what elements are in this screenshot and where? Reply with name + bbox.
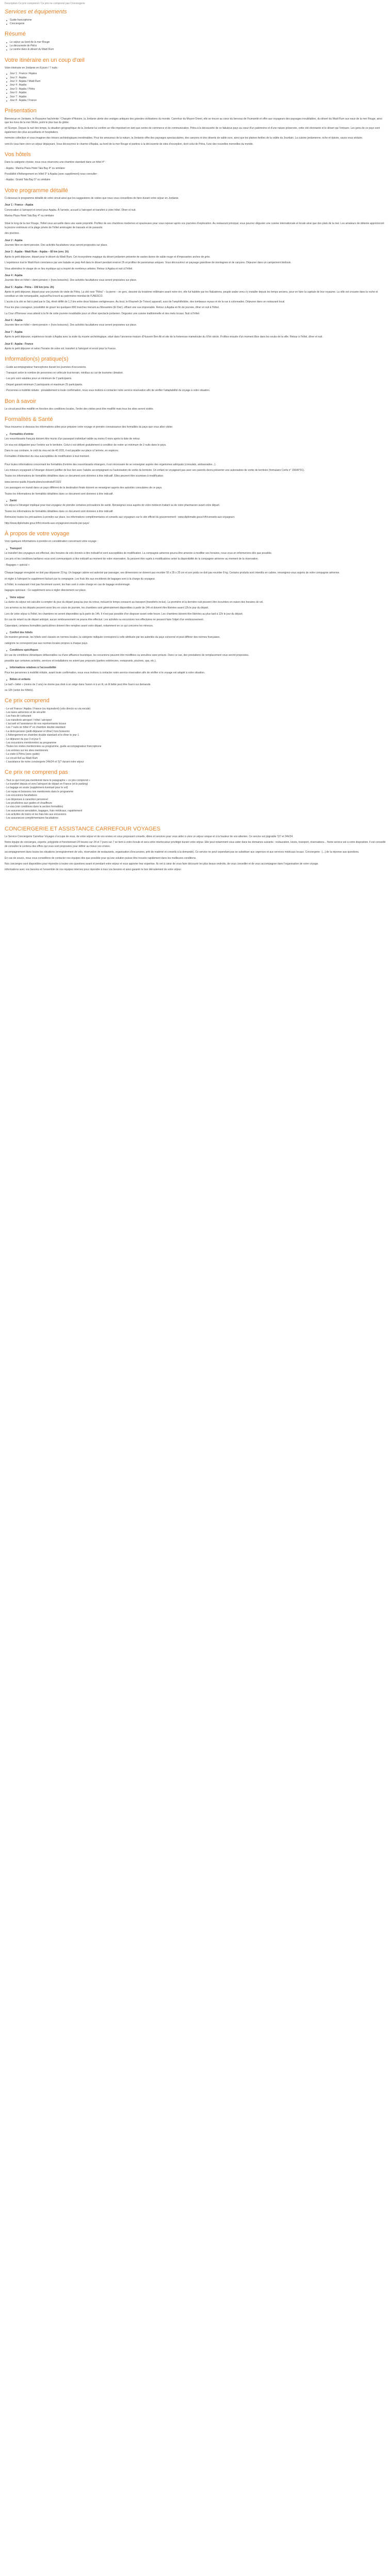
dash-marker: - bbox=[5, 786, 7, 790]
list-item-text: Le transfert depuis et vers l'aéroport de départ en France (et le parking) bbox=[6, 782, 88, 786]
list-item bbox=[5, 734, 386, 737]
paragraph: Les arrivées ou les départs peuvent avoir lieu en cours de journée, les chambres sont généralement disponibles à partir de 14h et doivent être libérées avant 12h le jour du départ. bbox=[5, 606, 209, 610]
dash-marker: - bbox=[5, 745, 6, 749]
day-paragraph: Situé le long de la mer Rouge, l'hôtel vous accueille dans une vaste propriété. Profitez de ses chambres modernes et spacieuses pour vous reposer après vos journées d'exploration. Au restaurant principal, vous pourrez déguster une cuisine internationale et locale ainsi que des plats de la mer. Les amateurs de détente apprécieront la piscine extérieure et la plage privée de l'hôtel aménagée de transats et de parasols. bbox=[5, 222, 384, 229]
programme-day bbox=[5, 220, 386, 235]
dash-marker: - bbox=[5, 734, 7, 737]
list-item bbox=[5, 817, 386, 820]
paragraph: Retrouvez toutes les précautions à prendre sur place, les informations complémentaires et conseils aux voyageurs sur le site officiel du gouvernement : www.diplomatie.gouv.fr/fr/conseils-aux-voyageurs bbox=[5, 516, 235, 519]
list-item: Jour 3 : Aqaba / Wadi Rum bbox=[5, 80, 386, 83]
block-heading-list bbox=[5, 649, 386, 652]
dash-marker: - bbox=[5, 741, 7, 745]
paragraph: Chaque bagage enregistré ne doit pas dépasser 23 kg. Un bagage cabine est autorisé par passager, ses dimensions ne doivent pas excéder 55 x 35 x 25 cm et son poids ne doit pas excéder 8 kg. Certains produits sont interdits en cabine, renseignez-vous auprès de votre compagnie aérienne. bbox=[5, 571, 340, 575]
presentation-body bbox=[5, 117, 386, 146]
paragraph: Lors de votre séjour à l'hôtel, les chambres ne seront disponibles qu'à partir de 14h. Il n'est pas possible d'en disposer avant cette heure. Les chambres doivent être libérées au plus tard à 12h le jour du départ. bbox=[5, 612, 243, 616]
day-paragraph: Journée libre en hôtel + demi-pension + (hors boissons). Des activités facultatives vous seront proposées sur place. bbox=[5, 279, 137, 282]
paragraph: Possibilité d'hébergement en hôtel 5* à Aqaba (avec supplément) nous consulter : bbox=[5, 172, 99, 176]
list-item bbox=[5, 726, 386, 730]
paragraph: - Aqaba : Grand Tala Bay 5* ou similaire bbox=[5, 178, 51, 182]
programme-day bbox=[5, 319, 386, 328]
dash-marker: - bbox=[5, 778, 6, 782]
hotels-body bbox=[5, 161, 386, 182]
paragraph: Un visa est obligatoire pour l'entrée sur le territoire. Celui-ci est délivré gratuitement à condition de rester un minimum de 2 nuits dans le pays. bbox=[5, 443, 167, 447]
programme-day bbox=[5, 331, 386, 340]
dash-marker: - bbox=[5, 710, 7, 714]
about-title: À propos de votre voyage bbox=[5, 530, 70, 537]
services-section bbox=[5, 9, 386, 26]
day-title: Jour 8 : Aqaba - France bbox=[5, 342, 34, 346]
paragraph: Les passagers en transit dans un pays différent de la destination finale doivent se renseigner auprès des autorités consulaires de ce pays. bbox=[5, 486, 162, 490]
paragraph: Pour les personnes à mobilité réduite, avant toute confirmation, nous vous invitons à contacter notre service réservation afin de vérifier si le voyage est adapté à votre situation. bbox=[5, 671, 205, 674]
itinerary-days bbox=[5, 72, 386, 103]
list-item bbox=[5, 779, 386, 783]
list-item-text: La demi-pension (petit-déjeuner et dîner) hors boissons bbox=[6, 730, 70, 733]
dash-marker: - bbox=[5, 805, 7, 809]
itinerary-title: Votre itinéraire en un coup d'œil bbox=[5, 57, 85, 63]
paragraph: - Personnes à mobilité réduite : préalablement à toute confirmation, nous vous invitons à contacter notre service réservation afin de vérifier l'adaptabilité du voyage à votre situation. bbox=[5, 389, 210, 393]
hotels-title: Vos hôtels bbox=[5, 151, 31, 158]
paragraph: informations avec vos besoins et l'ensemble de nos équipes internes pour répondre à tous vos besoins et ainsi garantir le bon déroulement de votre séjour. bbox=[5, 868, 182, 872]
list-item-text: Le vol France / Aqaba / France (ou équivalent) (vols directs ou via escale) bbox=[6, 707, 91, 710]
paragraph: Toutes les informations de formalités détaillées dans ce document sont données à titre indicatif. bbox=[5, 510, 113, 513]
list-item-text: Toutes les visites mentionnées au programme, guide accompagnateur francophone bbox=[6, 745, 102, 749]
paragraph: - Bagages + spécial + bbox=[5, 563, 30, 567]
about-intro: Voici quelques informations à prendre en considération concernant votre voyage : bbox=[5, 540, 98, 544]
list-item-text: Les excursions mentionnées au programme bbox=[6, 741, 57, 745]
about-section bbox=[5, 531, 386, 692]
price-includes-section bbox=[5, 698, 386, 764]
formalities-section bbox=[5, 416, 386, 526]
list-item bbox=[5, 798, 386, 802]
price-includes-list bbox=[5, 707, 386, 765]
list-item-text: Les excursions facultatives bbox=[6, 794, 37, 798]
paragraph: Dans la catégorie choisie, nous vous réservons une chambre standard dans un hôtel 4* : bbox=[5, 161, 106, 164]
dash-marker: - bbox=[5, 809, 7, 812]
day-title: Jour 1 : France - Aqaba bbox=[5, 204, 34, 207]
list-item-text: L'hébergement en chambre double standard et le dîner le jour 1 bbox=[6, 734, 79, 737]
paragraph: Les prix et les conditions tarifaires vous sont communiqués à titre indicatif au moment de votre réservation. Ils peuvent être sujets à modifications selon la disponibilité de la compagnie aérienne au moment de la réservation. bbox=[5, 557, 259, 561]
price-excludes-title: Ce prix ne comprend pas bbox=[5, 769, 68, 776]
paragraph: - Guide accompagnateur francophone durant les journées d'excursions. bbox=[5, 365, 87, 369]
price-excludes-section bbox=[5, 769, 386, 820]
list-item: Jour 4 : Aqaba bbox=[5, 83, 386, 87]
day-title: Jour 3 : Aqaba - Wadi Rum - Aqaba – 60 km (env. 1h) bbox=[5, 250, 69, 254]
dash-marker: - bbox=[5, 707, 7, 710]
programme-day bbox=[5, 250, 386, 271]
day-paragraph: Convocation à l'aéroport et envol pour Aqaba. À l'arrivée, accueil à l'aéroport et transfert à votre hôtel. Dîner et nuit. bbox=[5, 208, 136, 212]
list-item bbox=[5, 730, 386, 734]
paragraph: En cas de retard ou de départ anticipé, aucun remboursement ne pourra être effectué. Les activités ou excursions non effectuées ne peuvent faire l'objet d'un remboursement. bbox=[5, 618, 204, 622]
good-to-know-body bbox=[5, 408, 386, 411]
page bbox=[0, 0, 391, 878]
price-includes-title: Ce prix comprend bbox=[5, 698, 50, 704]
paragraph: Le tarif « bébé » (moins de 2 ans) ne donne pas droit à un siège dans l'avion ni à un lit, un lit bébé peut être fourni sur demande. bbox=[5, 683, 151, 686]
paragraph: à l'hôtel, le restaurant n'est pas forcément ouvert, les frais sont à votre charge en cas de bagage endommagé. bbox=[5, 583, 131, 586]
programme-days bbox=[5, 204, 386, 351]
day-paragraph: L'accès à la cité se fait à pied par le Siq, étroit défilé de 1,2 km entre deux falaises vertigineuses. Au bout, le Khazneh (le Trésor) apparaît, suivi de l'amphithéâtre, des tombeaux royaux et de la rue à colonnades. Déjeuner dans un restaurant local. bbox=[5, 300, 285, 303]
dash-marker: - bbox=[5, 718, 7, 722]
list-item-text: Le bagage en soute (supplément éventuel pour le vol) bbox=[6, 786, 68, 790]
list-item-text: Les transferts aéroport / hôtel / aéroport bbox=[6, 718, 52, 722]
dash-marker: - bbox=[5, 726, 7, 730]
block-heading: Confort des hôtels bbox=[5, 631, 386, 635]
list-item: Jour 2 : Aqaba bbox=[5, 76, 386, 80]
paragraph: Les ressortissants français doivent être munis d'un passeport individuel valide au moins 6 mois après la date de retour. bbox=[5, 437, 140, 441]
list-item bbox=[5, 738, 386, 741]
dash-marker: - bbox=[5, 782, 7, 786]
dash-marker: - bbox=[5, 722, 7, 726]
formalities-title: Formalités & Santé bbox=[5, 416, 53, 423]
programme-day bbox=[5, 239, 386, 248]
day-paragraph: La Cour d'Honneur vous attend à la fin de cette journée inoubliable pour un dîner spectacle jordanien. Dégustez une cuisine traditionnelle et des mets locaux. Nuit à l'hôtel. bbox=[5, 312, 200, 315]
list-item: Jour 7 : Aqaba bbox=[5, 95, 386, 99]
list-item bbox=[5, 805, 386, 809]
block-heading: Conditions spécifiques bbox=[5, 649, 386, 652]
day-title: Jour 2 : Aqaba bbox=[5, 239, 23, 242]
info-title: Information(s) pratique(s) bbox=[5, 356, 69, 363]
paragraph: Les mineurs voyageant à l'étranger doivent justifier de leur lien avec l'adulte accompagnant ou l'autorisation de sortie du territoire. Un enfant ne voyageant pas avec ses parents devra présenter une autorisation de sortie de territoire (formulaire Cerfa n° 15646*01). bbox=[5, 469, 305, 472]
paragraph: La durée du séjour est calculée à compter du jour du départ jusqu'au jour du retour, incluant le temps consacré au transport (transferts inclus). La première et la dernière nuit peuvent être écourtées en raison des horaires de vol. bbox=[5, 601, 264, 604]
list-item-text: Les assurances complémentaires facultatives bbox=[6, 817, 58, 820]
day-paragraph: des piscines. bbox=[5, 232, 20, 235]
day-paragraph: Après le petit déjeuner, expérience locale à Aqaba avec la visite du musée archéologique, situé dans l'ancienne maison d'Hussein Ben Ali et site de la forteresse mamelouke du XIVe siècle. Profitez ensuite d'un moment libre dans les souks de la ville. Retour à l'hôtel, dîner et nuit. bbox=[5, 335, 323, 339]
info-body bbox=[5, 366, 386, 393]
list-item-text: Les assurances annulation, bagages, frais médicaux, rapatriement bbox=[6, 809, 83, 812]
day-paragraph: Pour les plus courageux, possibilité de gravir les quelques 800 marches menant au Monastère (El Deir), offrant une vue imprenable. Retour à Aqaba en fin de journée, dîner et nuit à l'hôtel. bbox=[5, 306, 220, 310]
list-item bbox=[5, 753, 386, 756]
list-item: Jour 6 : Aqaba bbox=[5, 91, 386, 95]
dash-marker: - bbox=[5, 801, 7, 805]
list-item bbox=[5, 722, 386, 726]
dash-marker: - bbox=[5, 790, 7, 793]
paragraph: accompagnement dans toutes les situations (enregistrement de vols, réservation de restaurants, organisation d'excursions, prêt de matériel et conseils à la demande). Ce service ne peut cependant pas se substituer aux urgences et aux services médicaux locaux. Conciergerie : [...] de la réponse aux questions. bbox=[5, 851, 360, 854]
list-item bbox=[5, 790, 386, 794]
block-heading: Informations relatives à l'accessibilité bbox=[5, 666, 386, 670]
block-heading: Formalités d'entrée bbox=[5, 433, 386, 436]
list-item-text: L'accueil et l'assistance de nos représentants locaux bbox=[6, 722, 67, 726]
paragraph: www.service-public.fr/particuliers/vosdroits/F1922 bbox=[5, 480, 61, 484]
list-item bbox=[5, 715, 386, 718]
block-heading: Transport bbox=[5, 547, 386, 551]
dash-marker: - bbox=[5, 737, 7, 741]
list-item-text: Les activités de loisirs et les frais liés aux excursions bbox=[6, 813, 67, 817]
paragraph: bagages spéciaux : Ce supplément sera à régler directement sur place. bbox=[5, 589, 87, 592]
itinerary-section bbox=[5, 57, 386, 103]
list-item bbox=[5, 749, 386, 753]
paragraph: - Départ garanti minimum 2 participants et maximum 25 participants. bbox=[5, 383, 83, 386]
programme-title: Votre programme détaillé bbox=[5, 187, 68, 194]
block-heading-list bbox=[5, 499, 386, 503]
paragraph: et l'Europe. Depuis la nuit des temps, la situation géographique de la Jordanie lui confère un rôle important en tant que centre de commerce et de communication. Pétra à la découverte de ce fabuleux pays au cœur d'un patrimoine et d'une nature préservée, cette cité étonnante et le désert qui l'entoure. Les gens de ce pays sont également des plus accueillants et hospitaliers. bbox=[5, 127, 380, 134]
list-item bbox=[5, 809, 386, 813]
list-item: Jour 8 : Aqaba / France bbox=[5, 99, 386, 103]
list-item: La découverte de Pétra bbox=[5, 44, 386, 48]
paragraph: ou 12h (selon les hôtels). bbox=[5, 688, 34, 692]
info-section bbox=[5, 356, 386, 393]
dash-marker: - bbox=[5, 813, 7, 817]
paragraph: - Aqaba : Marina Plaza Hotel Tala Bay 4* ou similaire bbox=[5, 166, 65, 170]
list-item-text: Tout ce qui n'est pas mentionné dans le paragraphe « ce prix comprend » bbox=[6, 778, 90, 782]
paragraph: Cependant, certaines formalités particulières doivent être remplies avant votre départ, notamment en ce qui concerne les mineurs. bbox=[5, 624, 154, 628]
list-item-text: Les repas et boissons non mentionnés dans le programme bbox=[6, 790, 74, 793]
block-heading-list bbox=[5, 666, 386, 670]
paragraph: http://www.diplomatie.gouv.fr/fr/conseils-aux-voyageurs/conseils-par-pays/ bbox=[5, 521, 89, 525]
list-item-text: L'assistance de notre conciergerie 24h/24 et 7j/7 durant votre séjour bbox=[6, 760, 84, 764]
paragraph: - Les prix sont valables pour un minimum de 2 participants. bbox=[5, 377, 72, 381]
dash-marker: - bbox=[5, 794, 7, 798]
paragraph: catégorie ne correspond pas aux normes locales propres à chaque pays. bbox=[5, 641, 88, 645]
list-item bbox=[5, 741, 386, 745]
list-item-text: Les pourboires aux guides et chauffeurs bbox=[6, 801, 52, 805]
breadcrumb: Description Ce prix comprend / Ce prix ne comprend pas Conciergerie bbox=[5, 2, 85, 5]
paragraph: possible que certaines activités, services et installations ne soient pas proposés (parties extérieures, restaurants, piscines, spa, etc.). bbox=[5, 659, 157, 663]
list-item: Jour 1 : France / Aqaba bbox=[5, 72, 386, 76]
presentation-title: Présentation bbox=[5, 108, 37, 114]
list-item bbox=[5, 760, 386, 764]
dash-marker: - bbox=[5, 817, 7, 820]
dash-marker: - bbox=[5, 730, 7, 733]
block-heading-list bbox=[5, 433, 386, 436]
day-paragraph: Vous atteindrez le visage de ce lieu mystique qui a inspiré de nombreux artistes. Retour à Aqaba et nuit à l'hôtel. bbox=[5, 267, 133, 270]
formalities-intro: Vous trouverez ci-dessous les informations utiles pour préparer votre voyage et prendre connaissance des formalités du pays que vous allez visiter. bbox=[5, 426, 173, 429]
formalities-blocks bbox=[5, 433, 386, 526]
services-list bbox=[5, 19, 386, 26]
programme-intro: Ci-dessous le programme détaillé de votre circuit ainsi que les suggestions de visites que nous vous conseillons de faire durant votre séjour en Jordanie. bbox=[5, 196, 179, 200]
itinerary-intro: Votre itinéraire en Jordanie en 8 jours / 7 nuits : bbox=[5, 66, 59, 70]
day-paragraph: Marina Plaza Hotel Tala Bay 4* ou similaire bbox=[5, 214, 54, 218]
concierge-title: CONCIERGERIE ET ASSISTANCE CARREFOUR VOYAGES bbox=[5, 825, 160, 832]
dash-marker: - bbox=[5, 760, 7, 764]
dash-marker: - bbox=[5, 798, 7, 801]
block-heading: Bébés et enfants bbox=[5, 678, 386, 682]
block-heading-list bbox=[5, 547, 386, 551]
list-item-text: Le déjeuner du jour 3 et jour 5 bbox=[6, 737, 41, 741]
list-item bbox=[5, 711, 386, 715]
dash-marker: - bbox=[5, 749, 7, 752]
about-blocks bbox=[5, 547, 386, 693]
price-excludes-list bbox=[5, 779, 386, 821]
paragraph: Bienvenue en Jordanie, le Royaume hachémite ! Chargée d'Histoire, la Jordanie abrite des vestiges antiques des grandes civilisations du monde. Carrefour du Moyen-Orient, elle se trouve au cœur du berceau de l'humanité et offre aux voyageurs des paysages inoubliables, du désert du Wadi Rum aux eaux de la mer Rouge, ainsi que les rives de la mer Morte, point le plus bas du globe. bbox=[5, 117, 382, 124]
list-item bbox=[5, 813, 386, 817]
paragraph: vont-ils vous faire vivre un séjour dépaysant. Vous découvrirez le charme d'Aqaba, au bord de la mer Rouge et partirez à la découverte de sites d'exception, dont celui de Pétra, l'une des nouvelles merveilles du monde. bbox=[5, 142, 254, 146]
resume-title: Résumé bbox=[5, 31, 26, 38]
list-item bbox=[5, 757, 386, 760]
block-heading-list bbox=[5, 631, 386, 635]
programme-day bbox=[5, 274, 386, 283]
paragraph: Dans le cas contraire, le coût du visa est de 40 JOD, il est payable sur place à l'arrivée, en espèces. bbox=[5, 449, 119, 452]
paragraph: En cas de conditions climatiques défavorables ou d'une affluence touristique, les excursions peuvent être modifiées ou annulées sans préavis. Dans ce cas, des prestations de remplacement vous seront proposées. bbox=[5, 653, 249, 657]
paragraph: En cas de soucis, nous vous conseillons de contacter nos équipes dès que possible pour qu'une solution puisse être trouvée rapidement dans les meilleures conditions. bbox=[5, 856, 197, 860]
paragraph: Toutes les informations de formalités détaillées dans ce document sont données à titre indicatif. bbox=[5, 492, 113, 496]
block-heading-list bbox=[5, 596, 386, 600]
paragraph: Formalités d'obtention du visa susceptibles de modification à tout moment. bbox=[5, 455, 90, 459]
list-item: Jour 5 : Aqaba / Pétra bbox=[5, 88, 386, 91]
concierge-body bbox=[5, 835, 386, 872]
day-paragraph: L'expérience tout le Wadi Rum commence par une balade en jeep 4x4 dans le désert pendant environ 2h et profitez de panoramas uniques. Vous découvrirez un paysage grandiose de montagnes et de canyons. Déjeuner dans un campement bédouin. bbox=[5, 261, 291, 265]
good-to-know-section bbox=[5, 398, 386, 412]
day-paragraph: Après le petit déjeuner, départ pour une journée de visite de Pétra. La cité rose "Pétra" – la pierre – en grec, dessiné du troisième millénaire avant notre ère, elle fut habitée par les Nabatéens, peuple arabe venu s'y installer depuis les temps anciens, pour en faire la capitale de leur royaume. La ville est creusée dans la roche et constitue un site remarquable, aujourd'hui inscrit au patrimoine mondial de l'UNESCO. bbox=[5, 291, 378, 298]
programme-day bbox=[5, 204, 386, 218]
list-item: Conciergerie bbox=[5, 22, 386, 26]
day-title: Jour 7 : Aqaba bbox=[5, 330, 23, 334]
list-item-text: Le circuit 4x4 au Wadi Rum bbox=[6, 756, 38, 760]
day-title: Jour 4 : Aqaba bbox=[5, 274, 23, 277]
paragraph: mémoire collective et vous imaginer des trésors archéologiques inestimables. Pour les amoureux de la nature, la Jordanie offre des paysages spectaculaires, des canyons et des déserts de sable ocre, ainsi que les plaines fertiles de la vallée du Jourdain. La cuisine jordanienne, riche et épicée, saura vous séduire. bbox=[5, 137, 363, 140]
hotels-section bbox=[5, 151, 386, 182]
paragraph: - Transport selon le nombre de personnes en véhicule tout-terrain, minibus ou car de tourisme climatisé. bbox=[5, 371, 124, 375]
paragraph: Notre équipe de concierges, experte, polyglotte et fonctionnant 24 heures sur 24 et 7 jours sur 7 se tient à votre écoute et sera votre interlocuteur privilégié durant votre séjour. Elle peut notamment vous aider dans les domaines suivants : restauration, loisirs, transport, réservations... Notre service est à votre disposition. Il est conseillé de consulter le contenu des offres qui vous sont proposées pour définir au mieux vos envies. bbox=[5, 841, 386, 848]
list-item-text: Le visa (voir conditions dans la section formalités) bbox=[6, 805, 63, 809]
block-heading: Votre séjour bbox=[5, 596, 386, 600]
paragraph: et régler à l'aéroport le supplément facturé par la compagnie. Les frais liés aux excédents de bagages sont à la charge du voyageur. bbox=[5, 577, 156, 581]
resume-list bbox=[5, 41, 386, 52]
services-title: Services et équipements bbox=[5, 9, 67, 15]
good-to-know-title: Bon à savoir bbox=[5, 398, 37, 404]
paragraph: Pour toutes informations concernant les formalités d'entrée des ressortissants étrangers, il est nécessaire de se renseigner auprès des organismes adéquats (consulats, ambassades...). bbox=[5, 463, 216, 466]
dash-marker: - bbox=[5, 715, 7, 718]
list-item-text: Les taxes aériennes et de sécurité bbox=[6, 710, 46, 714]
presentation-section bbox=[5, 108, 386, 146]
paragraph: Un séjour à l'étranger implique pour tout voyageur de prendre certaines précautions de santé. Renseignez-vous auprès de votre médecin traitant ou de votre pharmacien avant votre départ. bbox=[5, 504, 220, 507]
day-title: Jour 5 : Aqaba - Pétra – 150 km (env. 2h) bbox=[5, 285, 54, 289]
day-paragraph: Après le petit déjeuner, départ pour le désert du Wadi Rum. Cet écosystème magique du désert jordanien présente de vastes dunes de sable rouge et d'imposantes arches de grès. bbox=[5, 255, 210, 259]
list-item: Guide francophone bbox=[5, 19, 386, 22]
concierge-section bbox=[5, 826, 386, 872]
programme-day bbox=[5, 343, 386, 351]
list-item: Le centre dans le désert du Wadi Rum bbox=[5, 48, 386, 52]
list-item-text: La visite à Pétra (avec guide) bbox=[6, 753, 40, 756]
day-title: Jour 6 : Aqaba bbox=[5, 319, 23, 323]
programme-section bbox=[5, 188, 386, 351]
paragraph: Le Service Conciergerie Carrefour Voyages s'occupe de vous, de votre séjour et de vos envies en vous proposant conseils, idées et services pour vous aider à vivre un séjour unique et à la hauteur de vos attentes. Ce service est joignable 7j/7 et 24h/24. bbox=[5, 835, 294, 839]
day-paragraph: Après le petit déjeuner et selon l'horaire de votre vol, transfert à l'aéroport et envol pour la France. bbox=[5, 347, 117, 351]
list-item-text: Les frais de carburant bbox=[6, 715, 31, 718]
list-item bbox=[5, 783, 386, 786]
paragraph: Nos concierges sont disponibles pour répondre à toutes vos questions avant et pendant votre séjour et vous apporter leur expertise. Ils ont à cœur de vous faire découvrir les plus beaux endroits, de vous conseiller et de vous accompagner dans l'organisation de votre voyage. bbox=[5, 862, 319, 866]
block-heading-list bbox=[5, 678, 386, 682]
programme-day bbox=[5, 286, 386, 316]
paragraph: Le circuit peut être modifié en fonction des conditions locales, l'ordre des visites peut être modifié mais tous les sites seront visités. bbox=[5, 407, 154, 411]
list-item bbox=[5, 707, 386, 711]
list-item-text: Les 7 nuits en hôtel 4* en chambre double standard bbox=[6, 726, 66, 730]
list-item bbox=[5, 794, 386, 798]
day-paragraph: Journée libre en demi-pension. Des activités facultatives vous seront proposées sur place. bbox=[5, 244, 108, 247]
day-paragraph: Journée libre en hôtel + demi-pension + (hors boissons). Des activités facultatives vous seront proposées sur place. bbox=[5, 324, 137, 327]
resume-section bbox=[5, 31, 386, 52]
list-item-text: Les entrées sur les sites mentionnés bbox=[6, 749, 48, 752]
list-item: Le séjour au bord de la mer Rouge bbox=[5, 41, 386, 44]
dash-marker: - bbox=[5, 753, 7, 756]
list-item bbox=[5, 719, 386, 722]
list-item bbox=[5, 802, 386, 805]
list-item bbox=[5, 745, 386, 749]
list-item bbox=[5, 786, 386, 790]
dash-marker: - bbox=[5, 756, 7, 760]
paragraph: De manière générale, les hôtels sont classés en normes locales, la catégorie indiquée correspond à celle attribuée par les autorités du pays concerné et peut différer des normes françaises. bbox=[5, 636, 220, 639]
block-heading: Santé bbox=[5, 499, 386, 503]
paragraph: Toutes les informations de formalités détaillées dans ce document sont données à titre indicatif. Elles peuvent être soumises à modification. bbox=[5, 474, 164, 478]
paragraph: Le transfert des voyageurs est effectué, des horaires de vols donnés à titre indicatif et sont susceptibles de modification. La compagnie aérienne pourra être amenée à modifier ses horaires, nous vous en informerions dès que possible. bbox=[5, 551, 272, 555]
list-item-text: Les dépenses à caractère personnel bbox=[6, 798, 48, 801]
